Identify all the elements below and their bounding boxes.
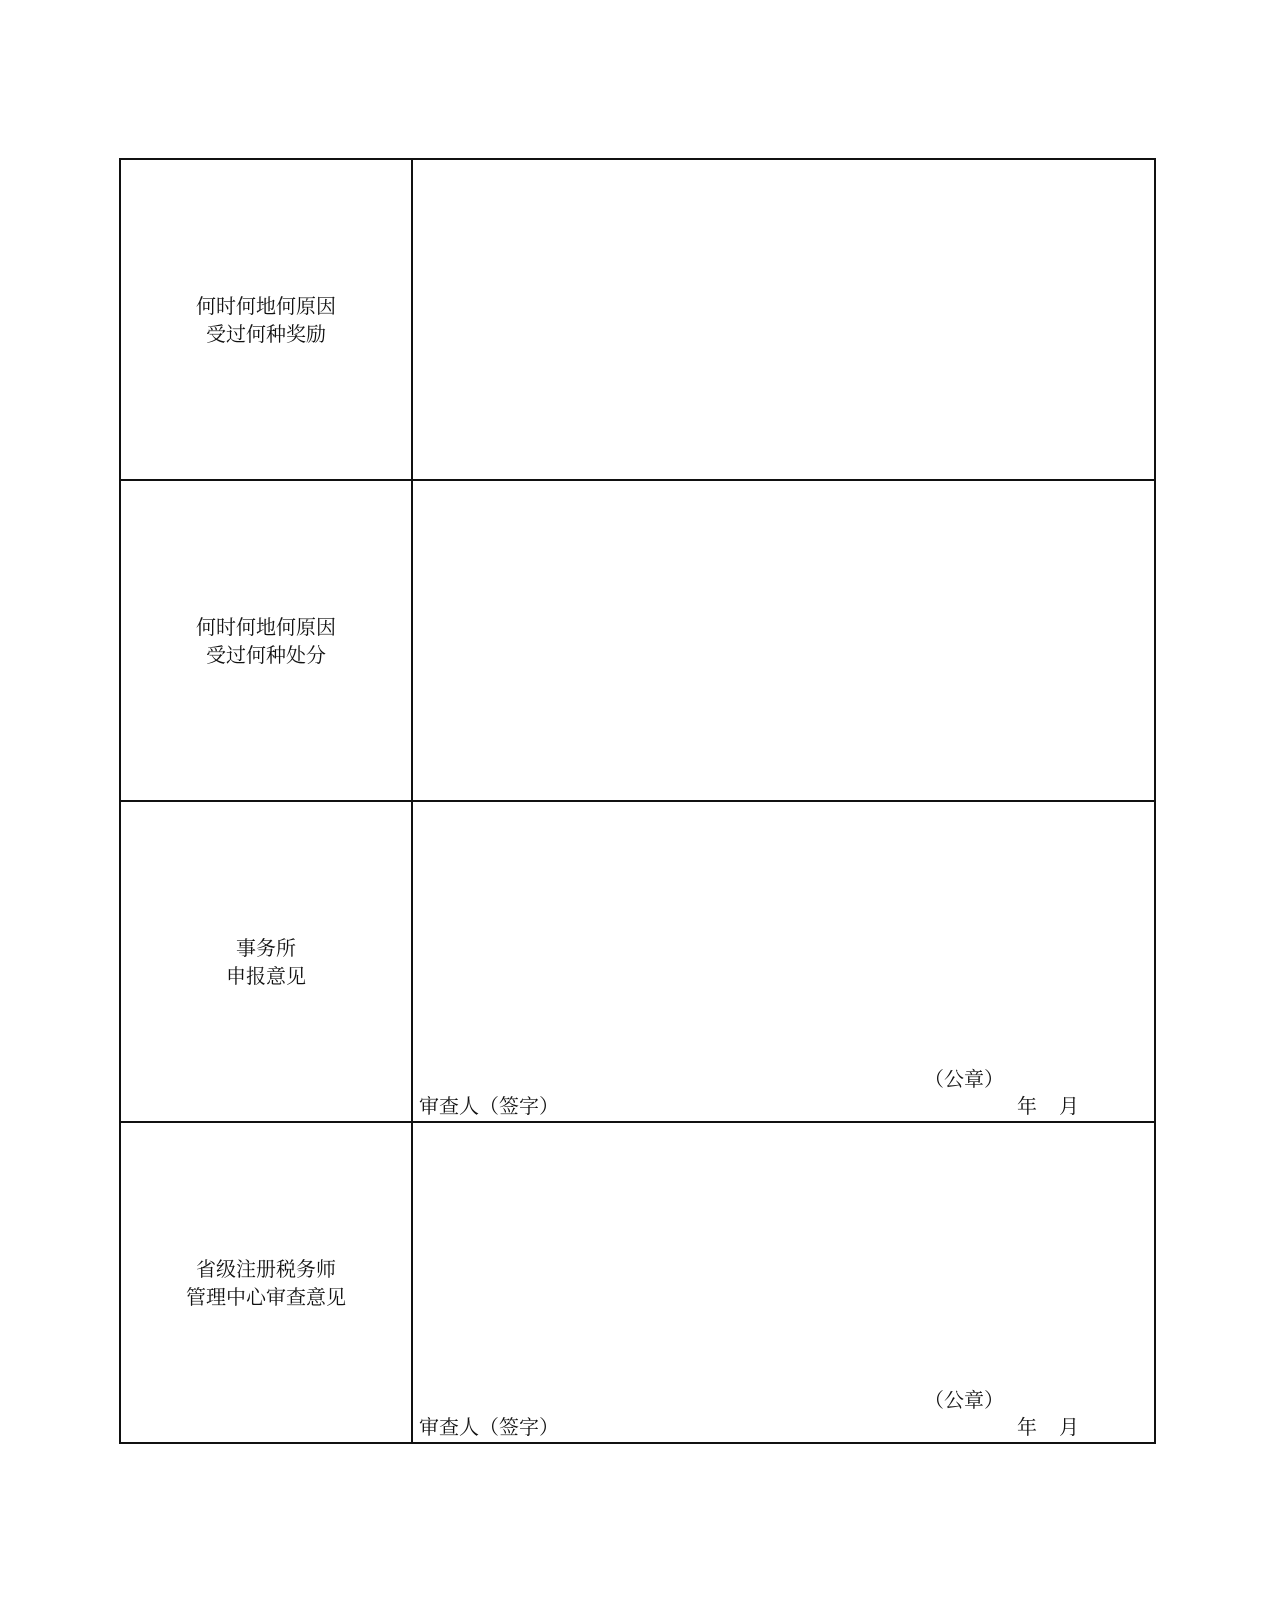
signature-footer	[413, 1382, 1154, 1442]
label-line: 事务所	[236, 935, 296, 960]
label-line: 受过何种奖励	[206, 321, 326, 346]
signature-footer	[413, 1061, 1154, 1121]
label-line: 何时何地何原因	[196, 293, 336, 318]
label-cell-provincial-opinion	[120, 1122, 412, 1443]
application-form-table	[119, 158, 1156, 1444]
date-label	[1017, 1411, 1079, 1440]
label-line: 何时何地何原因	[196, 614, 336, 639]
label-line: 省级注册税务师	[196, 1256, 336, 1281]
form-row-awards	[120, 159, 1155, 480]
label-cell-firm-opinion	[120, 801, 412, 1122]
awards-input-area[interactable]	[412, 159, 1155, 480]
label-line: 受过何种处分	[206, 642, 326, 667]
form-row-penalties	[120, 480, 1155, 801]
date-label	[1017, 1090, 1079, 1119]
label-cell-awards	[120, 159, 412, 480]
month-label: 月	[1059, 1415, 1079, 1439]
form-row-provincial-opinion	[120, 1122, 1155, 1443]
official-seal-label: （公章）	[924, 1067, 1004, 1091]
year-label: 年	[1017, 1415, 1037, 1439]
firm-opinion-input-area[interactable]	[412, 801, 1155, 1122]
reviewer-signature-label: 审查人（签字）	[419, 1094, 559, 1118]
provincial-opinion-input-area[interactable]	[412, 1122, 1155, 1443]
label-cell-penalties	[120, 480, 412, 801]
reviewer-signature-label: 审查人（签字）	[419, 1415, 559, 1439]
month-label: 月	[1059, 1094, 1079, 1118]
label-line: 申报意见	[226, 963, 306, 988]
form-row-firm-opinion	[120, 801, 1155, 1122]
official-seal-label: （公章）	[924, 1388, 1004, 1412]
label-line: 管理中心审查意见	[186, 1284, 346, 1309]
penalties-input-area[interactable]	[412, 480, 1155, 801]
year-label: 年	[1017, 1094, 1037, 1118]
